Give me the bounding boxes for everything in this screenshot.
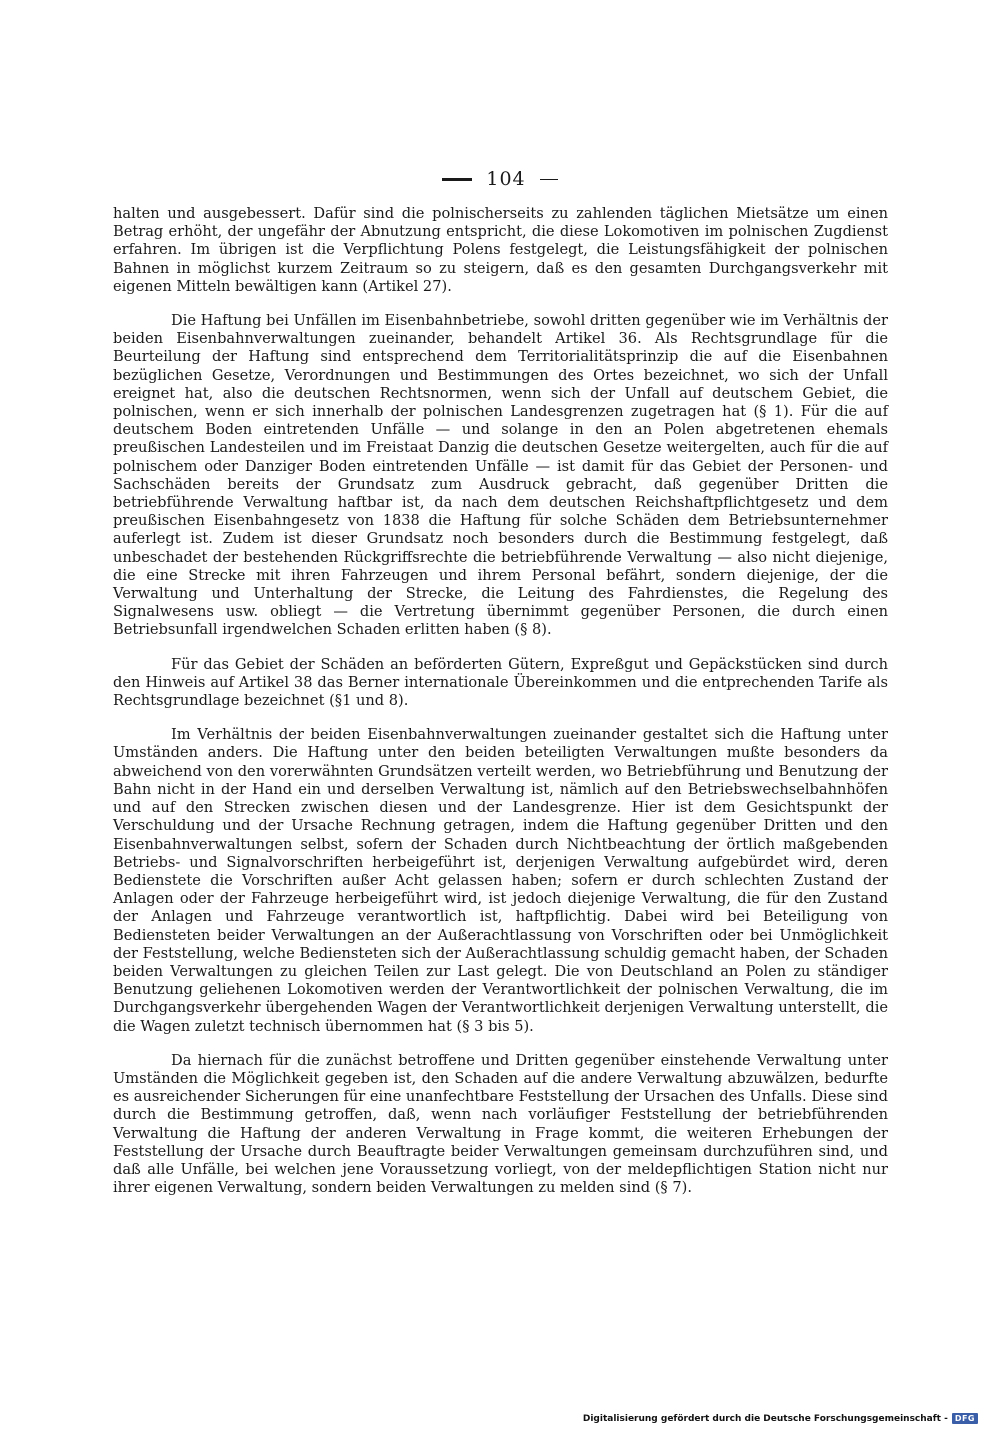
paragraph-1: halten und ausgebessert. Dafür sind die polnischerseits zu zahlenden täglichen Mietsätze um einen Betrag erhöht, der ungefähr der Abnutzung entspricht, die diese Lokomotiven im polnischen Zugdienst erfahren. Im übrigen ist die Verpflichtung Polens festgelegt, die Leistungsfähigkeit der polnischen Bahnen in möglichst kurzem Zeitraum so zu steigern, daß es den gesamten Durchgangsverkehr mit eigenen Mitteln bewältigen kann (Artikel 27).: [113, 205, 888, 295]
paragraph-5: Da hiernach für die zunächst betroffene und Dritten gegenüber einstehende Verwaltung unter Umständen die Möglichkeit gegeben ist, den Schaden auf die andere Verwaltung abzuwälzen, bedurfte es ausreichender Sicherungen für eine unanfechtbare Feststellung der Ursachen des Unfalls. Diese sind durch die Bestimmung getroffen, daß, wenn nach vorläufiger Feststellung der betriebführenden Verwaltung die Haftung der anderen Verwaltung in Frage kommt, die weiteren Erhebungen der Feststellung der Ursache durch Beauftragte beider Verwaltungen gemeinsam durchzuführen sind, und daß alle Unfälle, bei welchen jene Voraussetzung vorliegt, von der meldepflichtigen Station nicht nur ihrer eigenen Verwaltung, sondern beiden Verwaltungen zu melden sind (§ 7).: [113, 1051, 888, 1197]
article-body: [113, 205, 888, 1213]
header-dash-left: [442, 178, 472, 181]
digitization-footer: [583, 1413, 978, 1424]
page-header: [0, 168, 1000, 190]
paragraph-4: Im Verhältnis der beiden Eisenbahnverwaltungen zueinander gestaltet sich die Haftung unter Umständen anders. Die Haftung unter den beiden beteiligten Verwaltungen mußte besonders da abweichend von den vorerwähnten Grundsätzen verteilt werden, wo Betriebführung und Benutzung der Bahn nicht in der Hand ein und derselben Verwaltung ist, nämlich auf den Betriebswechselbahnhöfen und auf den Strecken zwischen diesen und der Landesgrenze. Hier ist dem Gesichtspunkt der Verschuldung und der Ursache Rechnung getragen, indem die Haftung gegenüber Dritten und den Eisenbahnverwaltungen selbst, sofern der Schaden durch Nichtbeachtung der örtlich maßgebenden Betriebs- und Signalvorschriften herbeigeführt ist, derjenigen Verwaltung aufgebürdet wird, deren Bedienstete die Vorschriften außer Acht gelassen haben; sofern er durch schlechten Zustand der Anlagen oder der Fahrzeuge herbeigeführt wird, ist jedoch diejenige Verwaltung, die für den Zustand der Anlagen und Fahrzeuge verantwortlich ist, haftpflichtig. Dabei wird bei Beteiligung von Bediensteten beider Verwaltungen an der Außerachtlassung von Vorschriften oder bei Unmöglichkeit der Feststellung, welche Bediensteten sich der Außerachtlassung schuldig gemacht haben, der Schaden beiden Verwaltungen zu gleichen Teilen zur Last gelegt. Die von Deutschland an Polen zu ständiger Benutzung geliehenen Lokomotiven werden der Verantwortlichkeit der polnischen Verwaltung, die im Durchgangsverkehr übergehenden Wagen der Verantwortlichkeit derjenigen Verwaltung unterstellt, die die Wagen zuletzt technisch übernommen hat (§ 3 bis 5).: [113, 726, 888, 1035]
footer-credit: Digitalisierung gefördert durch die Deutsche Forschungsgemeinschaft -: [582, 1413, 948, 1424]
page-number: 104: [486, 168, 526, 190]
header-dash-right: [540, 179, 558, 180]
paragraph-3: Für das Gebiet der Schäden an beförderten Gütern, Expreßgut und Gepäckstücken sind durch den Hinweis auf Artikel 38 das Berner internationale Übereinkommen und die entprechenden Tarife als Rechtsgrundlage bezeichnet (§1 und 8).: [113, 655, 888, 710]
paragraph-2: Die Haftung bei Unfällen im Eisenbahnbetriebe, sowohl dritten gegenüber wie im Verhältnis der beiden Eisenbahnverwaltungen zueinander, behandelt Artikel 36. Als Rechtsgrundlage für die Beurteilung der Haftung sind entsprechend dem Territorialitätsprinzip die auf die Eisenbahnen bezüglichen Gesetze, Verordnungen und Bestimmungen des Ortes bezeichnet, wo sich der Unfall ereignet hat, also die deutschen Rechtsnormen, wenn sich der Unfall auf deutschem Gebiet, die polnischen, wenn er sich innerhalb der polnischen Landesgrenzen zugetragen hat (§ 1). Für die auf deutschem Boden eintretenden Unfälle — und solange in den an Polen abgetretenen ehemals preußischen Landesteilen und im Freistaat Danzig die deutschen Gesetze weitergelten, auch für die auf polnischem oder Danziger Boden eintretenden Unfälle — ist damit für das Gebiet der Personen- und Sachschäden bereits der Grundsatz zum Ausdruck gebracht, daß gegenüber Dritten die betriebführende Verwaltung haftbar ist, da nach dem deutschen Reichshaftpflichtgesetz und dem preußischen Eisenbahngesetz von 1838 die Haftung für solche Schäden dem Betriebsunternehmer auferlegt ist. Zudem ist dieser Grundsatz noch besonders durch die Bestimmung festgelegt, daß unbeschadet der bestehenden Rückgriffsrechte die betriebführende Verwaltung — also nicht diejenige, die eine Strecke mit ihren Fahrzeugen und ihrem Personal befährt, sondern diejenige, der die Verwaltung und Unterhaltung der Strecke, die Leitung des Fahrdienstes, die Regelung des Signalwesens usw. obliegt — die Vertretung übernimmt gegenüber Personen, die durch einen Betriebsunfall irgendwelchen Schaden erlitten haben (§ 8).: [113, 312, 888, 639]
dfg-logo-icon: DFG: [952, 1413, 978, 1424]
